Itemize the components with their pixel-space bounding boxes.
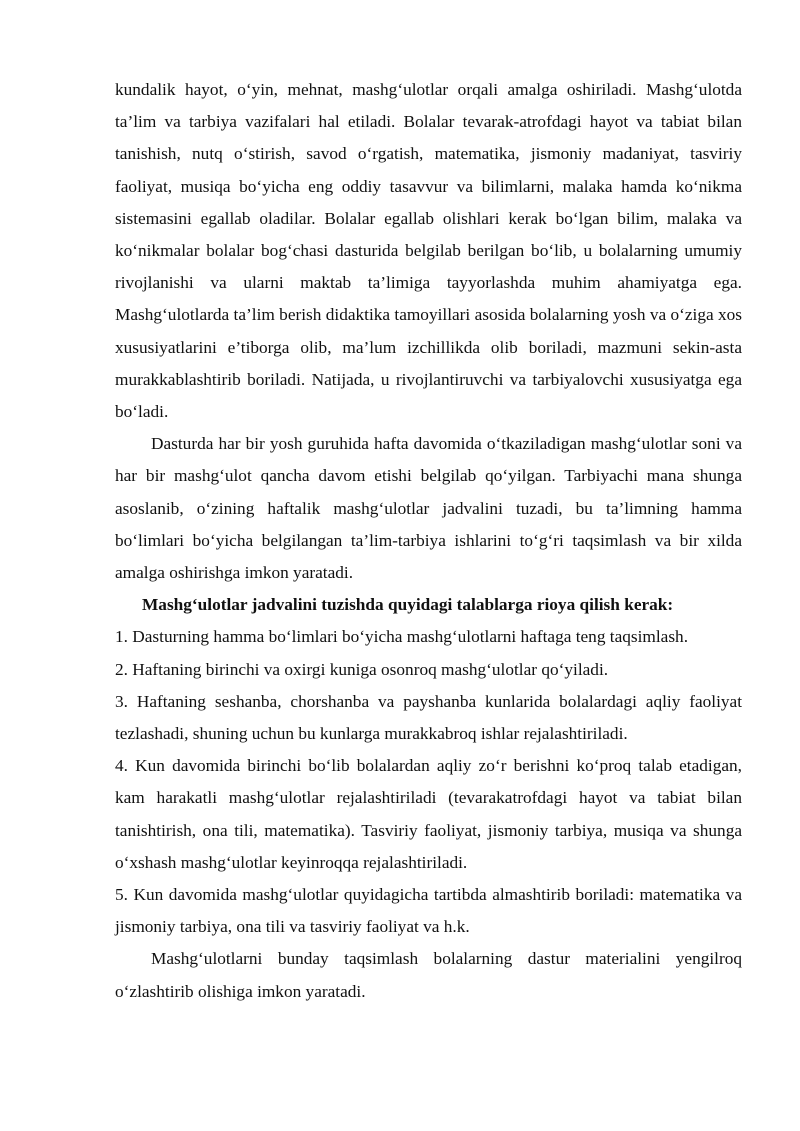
- list-item-5: 5. Kun davomida mashg‘ulotlar quyidagicha tartibda almashtirib boriladi: matematika va jismoniy tarbiya, ona tili va tasviriy faoliyat va h.k.: [115, 885, 742, 937]
- paragraph-closing: Mashg‘ulotlarni bunday taqsimlash bolalarning dastur materialini yengilroq o‘zlashtirib olishiga imkon yaratadi.: [115, 949, 742, 1001]
- list-item-3: 3. Haftaning seshanba, chorshanba va payshanba kunlarida bolalardagi aqliy faoliyat tezlashadi, shuning uchun bu kunlarga murakkabroq ishlar rejalashtiriladi.: [115, 691, 742, 744]
- paragraph-schedule: Dasturda har bir yosh guruhida hafta davomida o‘tkaziladigan mashg‘ulotlar soni va har bir mashg‘ulot qancha davom etishi belgilab qo‘yilgan. Tarbiyachi mana shunga asoslanib, o‘zining haftalik mashg‘ulotlar jadvalini tuzadi, bu ta’limning hamma bo‘limlari bo‘yicha belgilangan ta’lim-tarbiya ishlarini to‘g‘ri taqsimlash va bir xilda amalga oshirishga imkon yaratadi.: [115, 434, 742, 583]
- document-page: [115, 74, 742, 1008]
- section-heading: Mashg‘ulotlar jadvalini tuzishda quyidagi talablarga rioya qilish kerak:: [142, 595, 674, 615]
- list-item-2: 2. Haftaning birinchi va oxirgi kuniga osonroq mashg‘ulotlar qo‘yiladi.: [115, 659, 609, 679]
- list-item-4: 4. Kun davomida birinchi bo‘lib bolalardan aqliy zo‘r berishni ko‘proq talab etadigan, kam harakatli mashg‘ulotlar rejalashtiriladi (tevarakatrofdagi hayot va tabiat bilan tanishtirish, ona tili, matematika). Tasviriy faoliyat, jismoniy tarbiya, musiqa va shunga o‘xshash mashg‘ulotlar keyinroqqa rejalashtiriladi.: [115, 756, 742, 872]
- list-item-1: 1. Dasturning hamma bo‘limlari bo‘yicha mashg‘ulotlarni haftaga teng taqsimlash.: [115, 627, 689, 647]
- paragraph-intro: kundalik hayot, o‘yin, mehnat, mashg‘ulotlar orqali amalga oshiriladi. Mashg‘ulotda ta’lim va tarbiya vazifalari hal etiladi. Bolalar tevarak-atrofdagi hayot va tabiat bilan tanishish, nutq o‘stirish, savod o‘rgatish, matematika, jismoniy madaniyat, tasviriy faoliyat, musiqa bo‘yicha eng oddiy tasavvur va bilimlarni, malaka hamda ko‘nikma sistemasini egallab oladilar. Bolalar egallab olishlari kerak bo‘lgan bilim, malaka va ko‘nikmalar bolalar bog‘chasi dasturida belgilab berilgan bo‘lib, u bolalarning umumiy rivojlanishi va ularni maktab ta’limiga tayyorlashda muhim ahamiyatga ega. Mashg‘ulotlarda ta’lim berish didaktika tamoyillari asosida bolalarning yosh va o‘ziga xos xususiyatlarini e’tiborga olib, ma’lum izchillikda olib boriladi, mazmuni sekin-asta murakkablashtirib boriladi. Natijada, u rivojlantiruvchi va tarbiyalovchi xususiyatga ega bo‘ladi.: [115, 80, 742, 422]
